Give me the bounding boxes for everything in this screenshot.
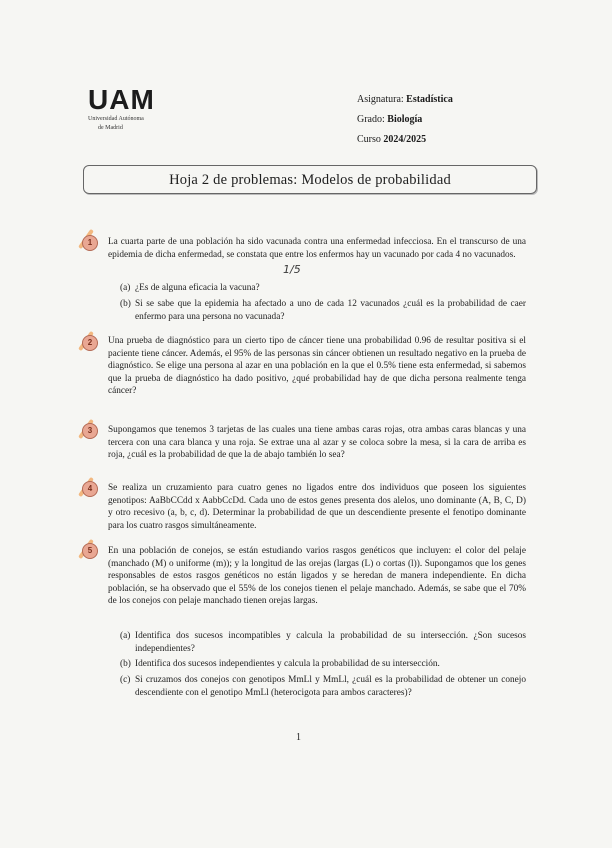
item-label: (b) [120,299,131,309]
item-label: (c) [120,675,131,685]
problem-number-badge: 3 [82,423,98,439]
sheet-title: Hoja 2 de problemas: Modelos de probabilidad [83,165,537,194]
problem-2-statement: Una prueba de diagnóstico para un cierto tipo de cáncer tiene una probabilidad 0.96 de resultar positiva si el paciente tiene cáncer. Además, el 95% de las personas sin cáncer obtienen un resultado negativo en la prueba de diagnóstico. Se elige una persona al azar en una población en la que el 0.5% tiene esta enfermedad, si sabemos que la prueba de diagnóstico ha dado positivo, ¿qué probabilidad hay de que dicha persona realmente tenga cáncer? [108,336,526,397]
uam-logo [88,86,158,132]
year-value: 2024/2025 [383,134,427,145]
problem-number-badge: 2 [82,335,98,351]
item-label: (a) [120,283,131,293]
item-label: (a) [120,631,131,641]
subject-line [357,90,453,110]
logo-subtitle-line-1: Universidad Autónoma [88,116,144,122]
item-text: Identifica dos sucesos incompatibles y calcula la probabilidad de su intersección. ¿Son sucesos independientes? [135,631,526,654]
item-text: ¿Es de alguna eficacia la vacuna? [135,283,260,293]
problem-4-statement: Se realiza un cruzamiento para cuatro genes no ligados entre dos individuos que poseen los siguientes genotipos: AaBbCCdd x AabbCcDd. Cada uno de estos genes presenta dos alelos, uno dominante (A, B, C, D) y otro recesivo (a, b, c, d). Determinar la probabilidad de que un descendiente presente el fenotipo dominante para los cuatro rasgos simultáneamente. [108,483,526,531]
problem-1-item-b [120,298,526,323]
logo-wordmark: UAM [88,84,155,115]
problem-5-item-b [120,658,526,671]
problem-number-badge: 1 [82,235,98,251]
subject-label: Asignatura: [357,94,407,105]
item-label: (b) [120,659,131,669]
degree-line [357,110,453,130]
problem-number-badge: 5 [82,543,98,559]
problem-number-badge: 4 [82,481,98,497]
item-text: Si cruzamos dos conejos con genotipos MmLl y MmLl, ¿cuál es la probabilidad de obtener un conejo descendiente con el genotipo MmLl (heterocigota para ambos caracteres)? [135,675,526,698]
degree-label: Grado: [357,114,388,125]
year-label: Curso [357,134,384,145]
problem-5-statement: En una población de conejos, se están estudiando varios rasgos genéticos que incluyen: el color del pelaje (manchado (M) o uniforme (m)); y la longitud de las orejas (largas (L) o cortas (l)). Supongamos que los genes responsables de estos rasgos genéticos no están ligados y se heredan de manera independiente. En dicha población, se ha observado que el 55% de los conejos tienen el pelaje manchado. Además, se sabe que el 70% de los conejos con pelaje manchado tienen orejas largas. [108,546,526,607]
item-text: Si se sabe que la epidemia ha afectado a uno de cada 12 vacunados ¿cuál es la probabilidad de caer enfermo para una persona no vacunada? [135,299,526,322]
subject-value: Estadística [406,94,453,105]
logo-subtitle-line-2: de Madrid [98,125,123,131]
page-number: 1 [296,732,301,743]
problem-5-item-a [120,630,526,655]
handwritten-note: 1/5 [283,263,301,276]
item-text: Identifica dos sucesos independientes y calcula la probabilidad de su intersección. [135,659,440,669]
problem-5-item-c [120,674,526,699]
problem-1-item-a [120,282,526,295]
course-info [357,90,453,150]
year-line [357,130,453,150]
problem-1-statement: La cuarta parte de una población ha sido vacunada contra una enfermedad infecciosa. En el transcurso de una epidemia de dicha enfermedad, se constata que entre los enfermos hay un vacunado por cada 4 no vacunados. [108,237,526,260]
degree-value: Biología [387,114,423,125]
problem-3-statement: Supongamos que tenemos 3 tarjetas de las cuales una tiene ambas caras rojas, otra ambas caras blancas y una tercera con una cara blanca y una roja. Se extrae una al azar y se coloca sobre la mesa, si la cara de arriba es roja, ¿cuál es la probabilidad de que la de abajo también lo sea? [108,425,526,461]
